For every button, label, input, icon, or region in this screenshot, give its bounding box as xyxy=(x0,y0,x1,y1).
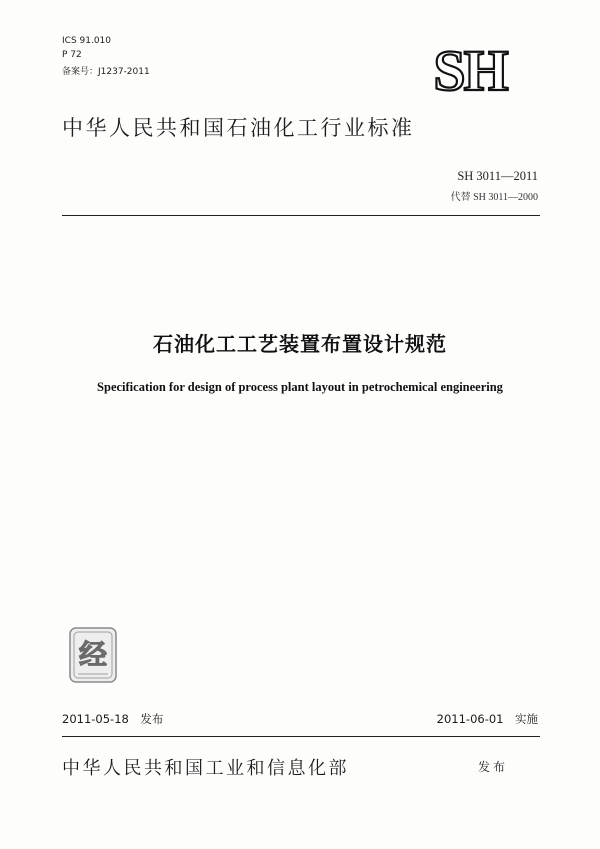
sh-logo xyxy=(404,40,536,98)
issuing-authority: 中华人民共和国工业和信息化部 xyxy=(62,758,349,779)
certification-seal xyxy=(68,626,118,684)
replaces-standard: 代替 SH 3011—2000 xyxy=(450,192,538,203)
standard-number: SH 3011—2011 xyxy=(457,169,538,183)
footer-divider xyxy=(62,736,540,737)
effective-date: 2011-06-01 实施 xyxy=(436,712,538,726)
issuing-authority-suffix: 发布 xyxy=(478,760,509,774)
category-code: P 72 xyxy=(62,50,82,60)
seal-glyph: 经 xyxy=(78,638,108,671)
record-number: 备案号：J1237-2011 xyxy=(62,67,150,77)
header-divider xyxy=(62,215,540,216)
ics-code: ICS 91.010 xyxy=(62,36,112,46)
title-chinese: 石油化工工艺装置布置设计规范 xyxy=(153,332,447,356)
sh-logo-text: SH xyxy=(433,40,507,98)
title-english: Specification for design of process plant layout in petrochemical engineering xyxy=(97,380,503,394)
standard-org-name: 中华人民共和国石油化工行业标准 xyxy=(62,116,415,140)
issue-date: 2011-05-18 发布 xyxy=(62,712,164,726)
